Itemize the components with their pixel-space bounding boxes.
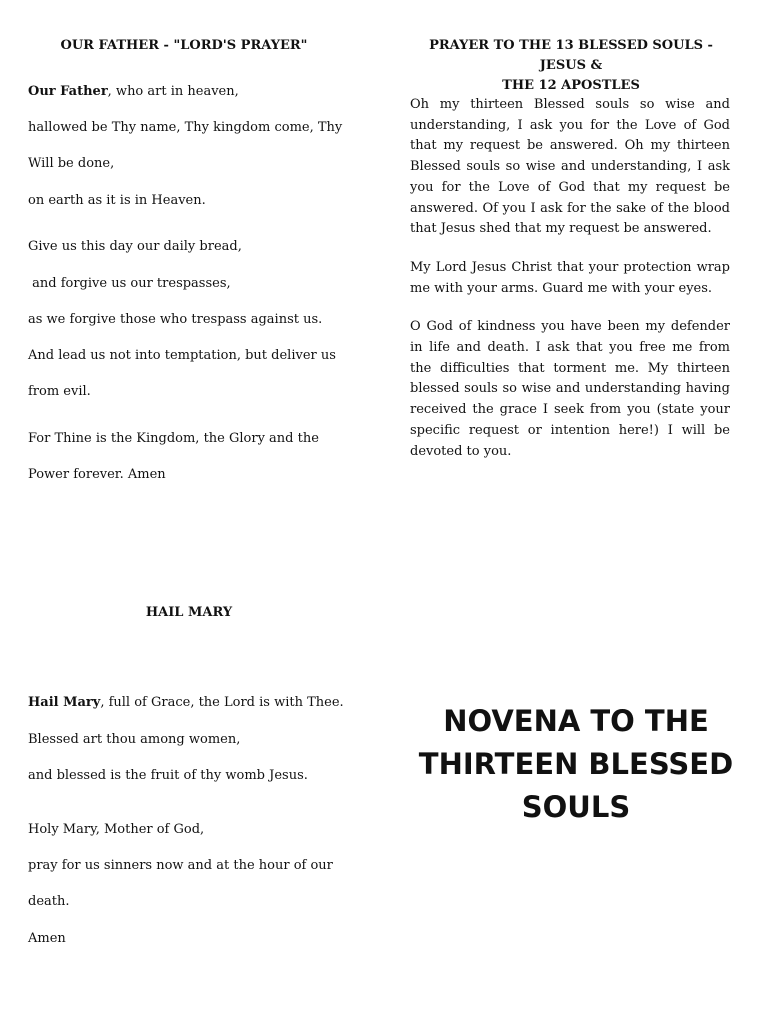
hail-mary-line: Amen: [28, 931, 66, 946]
our-father-line: from evil.: [28, 384, 91, 399]
our-father-line: And lead us not into temptation, but deliver us: [28, 348, 336, 363]
thirteen-souls-body: [410, 95, 730, 462]
our-father-lead-bold: Our Father: [28, 84, 108, 99]
hail-mary-heading: HAIL MARY: [145, 605, 233, 620]
our-father-line: Power forever. Amen: [28, 467, 166, 482]
hail-mary-line: and blessed is the fruit of thy womb Jesus.: [28, 768, 308, 783]
our-father-line: on earth as it is in Heaven.: [28, 193, 206, 208]
hail-mary-body: [28, 0, 350, 1000]
hail-mary-line: pray for us sinners now and at the hour of our: [28, 858, 333, 873]
thirteen-souls-heading-line1: PRAYER TO THE 13 BLESSED SOULS - JESUS &: [429, 38, 713, 73]
our-father-line: For Thine is the Kingdom, the Glory and the: [28, 431, 319, 446]
hail-mary-lead-bold: Hail Mary: [28, 695, 101, 710]
our-father-line: as we forgive those who trespass against us.: [28, 312, 323, 327]
our-father-lead-rest: , who art in heaven,: [107, 84, 239, 99]
thirteen-souls-paragraph: O God of kindness you have been my defender in life and death. I ask that you free me from the difficulties that torment me. My thirteen blessed souls so wise and understanding having received the grace I seek from you (state your specific request or intention here!) I will be devoted to you.: [410, 319, 730, 459]
thirteen-souls-paragraph: Oh my thirteen Blessed souls so wise and understanding, I ask you for the Love of God that my request be answered. Oh my thirteen Blessed souls so wise and understanding, I ask you for the Love of God that my request be answered. Of you I ask for the sake of the blood that Jesus shed that my request be answered.: [410, 97, 730, 237]
thirteen-souls-heading: [405, 36, 737, 96]
hail-mary-lead-rest: , full of Grace, the Lord is with Thee.: [100, 695, 344, 710]
hail-mary-line: [28, 694, 344, 712]
our-father-line: hallowed be Thy name, Thy kingdom come, Thy: [28, 120, 343, 135]
thirteen-souls-heading-line2: THE 12 APOSTLES: [502, 78, 640, 93]
our-father-line: Will be done,: [28, 156, 115, 171]
cover-title: [410, 700, 742, 829]
cover-title-line1: NOVENA TO THE: [443, 704, 709, 738]
our-father-line: Give us this day our daily bread,: [28, 239, 242, 254]
cover-title-line2: THIRTEEN BLESSED: [418, 747, 734, 781]
cover-title-line3: SOULS: [521, 790, 631, 824]
thirteen-souls-paragraph: My Lord Jesus Christ that your protection wrap me with your arms. Guard me with your eyes.: [410, 259, 730, 296]
hail-mary-line: death.: [28, 894, 70, 909]
our-father-heading: OUR FATHER - "LORD'S PRAYER": [60, 38, 308, 53]
hail-mary-line: Holy Mary, Mother of God,: [28, 822, 205, 837]
hail-mary-line: Blessed art thou among women,: [28, 732, 241, 747]
our-father-line: and forgive us our trespasses,: [28, 276, 231, 291]
